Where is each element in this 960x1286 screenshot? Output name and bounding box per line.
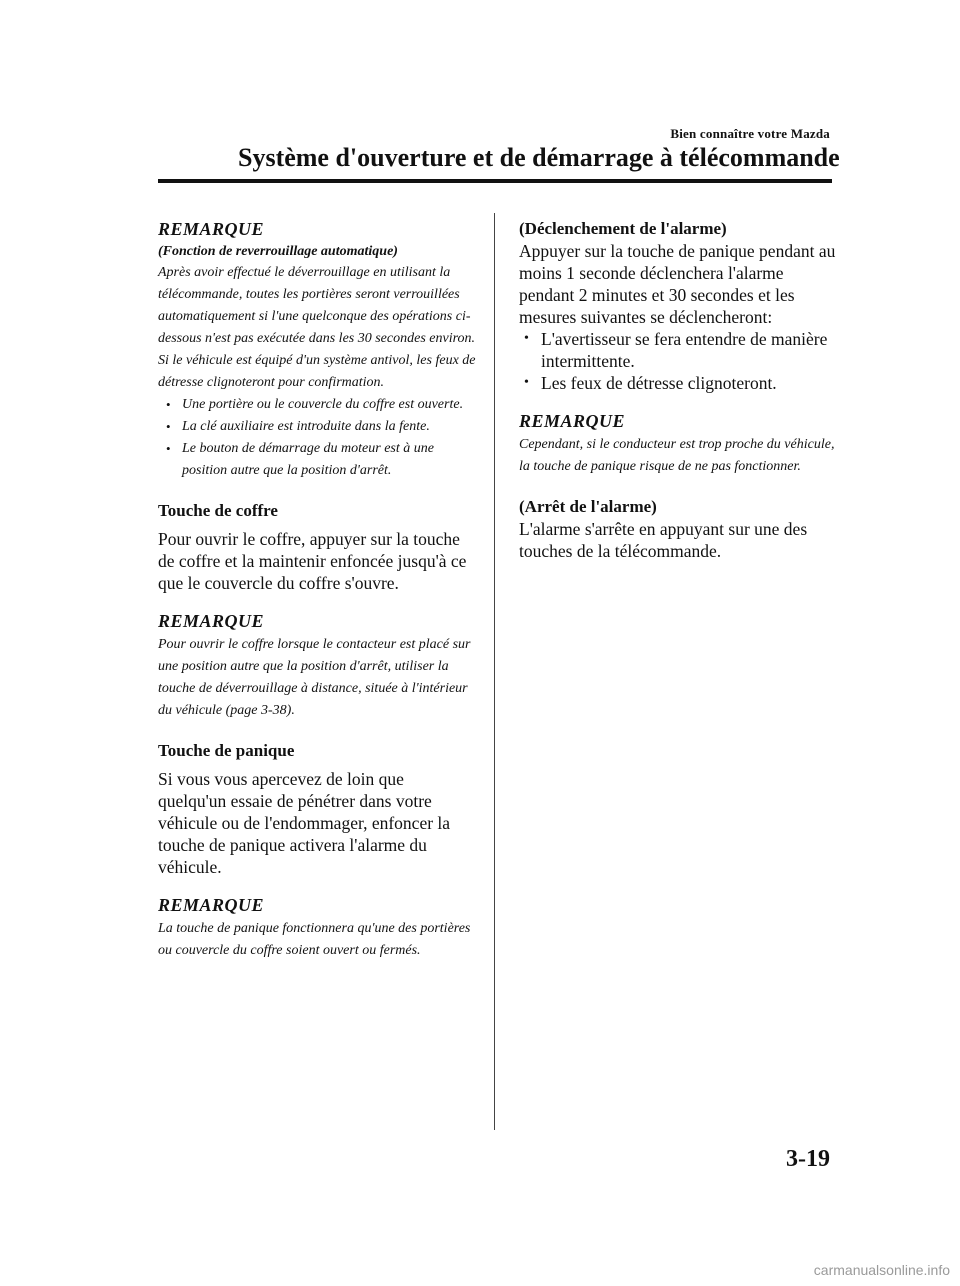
note-auto-relock (158, 218, 476, 482)
right-column (519, 218, 837, 562)
panic-heading: Touche de panique (158, 741, 295, 760)
alarm-trigger-text: Appuyer sur la touche de panique pendant au moins 1 seconde déclenchera l'alarme pendant 2 minutes et 30 secondes et les mesures suivantes se déclencheront: (519, 241, 836, 327)
panic-text: Si vous vous apercevez de loin que quelqu'un essaie de pénétrer dans votre véhicule ou de l'endommager, enfoncer la touche de panique activera l'alarme du véhicule. (158, 769, 451, 877)
note-text: Après avoir effectué le déverrouillage en utilisant la télécommande, toutes les portières seront verrouillées automatiquement si l'une quelconque des opérations ci-dessous n'est pas exécutée dans les 30 secondes environ. Si le véhicule est équipé d'un système antivol, les feux de détresse clignoteront pour confirmation. (158, 265, 476, 390)
page-title: Système d'ouverture et de démarrage à télécommande (238, 143, 840, 172)
note-alarm-range (519, 410, 837, 478)
note-title: REMARQUE (158, 219, 265, 239)
alarm-effects-list (519, 328, 837, 394)
left-column (158, 218, 476, 962)
trunk-text: Pour ouvrir le coffre, appuyer sur la touche de coffre et la maintenir enfoncée jusqu'à ce que le couvercle du coffre s'ouvre. (158, 529, 467, 593)
alarm-trigger-heading: (Déclenchement de l'alarme) (519, 219, 727, 238)
list-item: • Les feux de détresse clignoteront. (519, 372, 837, 394)
watermark: carmanualsonline.info (813, 1262, 950, 1278)
note-text: Cependant, si le conducteur est trop proche du véhicule, la touche de panique risque de ne pas fonctionner. (519, 437, 835, 474)
note-panic (158, 894, 476, 962)
note-text: La touche de panique fonctionnera qu'une des portières ou couvercle du coffre soient ouvert ou fermés. (158, 921, 471, 958)
page-number: 3-19 (786, 1146, 830, 1172)
header-rule (158, 179, 832, 183)
trunk-heading: Touche de coffre (158, 501, 278, 520)
alarm-stop-heading: (Arrêt de l'alarme) (519, 497, 657, 516)
alarm-stop-text: L'alarme s'arrête en appuyant sur une des touches de la télécommande. (519, 519, 808, 561)
list-item: • La clé auxiliaire est introduite dans la fente. (158, 416, 476, 438)
note-title: REMARQUE (158, 611, 265, 631)
list-item: • Le bouton de démarrage du moteur est à une position autre que la position d'arrêt. (158, 438, 476, 482)
note-subtitle: (Fonction de reverrouillage automatique) (158, 244, 398, 259)
list-item: • L'avertisseur se fera entendre de manière intermittente. (519, 328, 837, 372)
note-title: REMARQUE (519, 411, 626, 431)
note-trunk (158, 610, 476, 722)
note-list (158, 394, 476, 482)
section-label: Bien connaître votre Mazda (670, 126, 830, 141)
note-title: REMARQUE (158, 895, 265, 915)
column-divider (494, 213, 495, 1130)
list-item: • Une portière ou le couvercle du coffre est ouverte. (158, 394, 476, 416)
note-text: Pour ouvrir le coffre lorsque le contacteur est placé sur une position autre que la position d'arrêt, utiliser la touche de déverrouillage à distance, située à l'intérieur du véhicule (page 3-38). (158, 637, 471, 718)
